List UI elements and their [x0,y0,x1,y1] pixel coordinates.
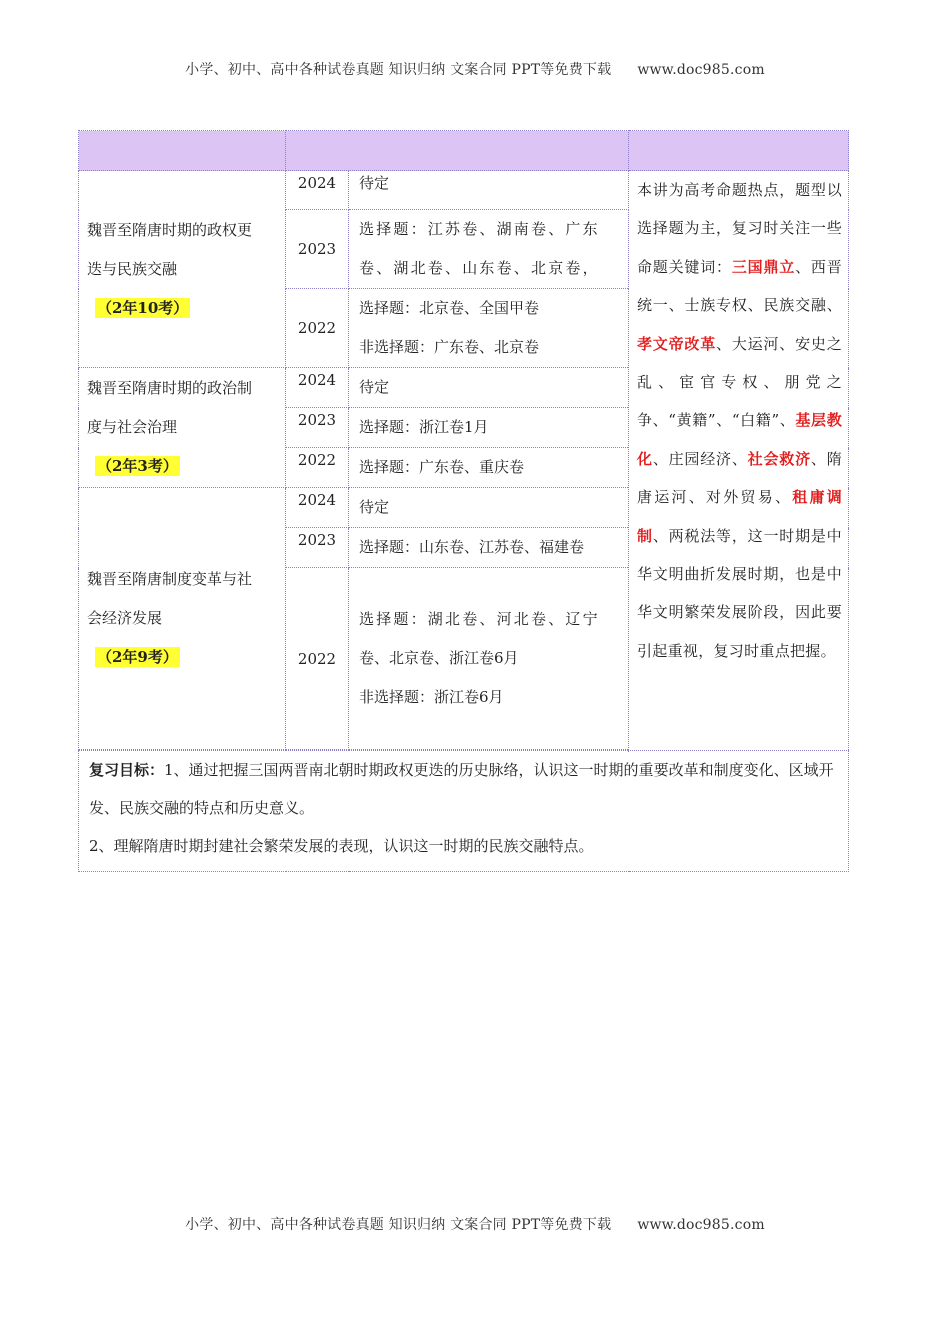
page-header [0,59,950,79]
summary-cell: 本讲为高考命题热点，题型以选择题为主，复习时关注一些命题关键词：三国鼎立、西晋统一、士族专权、民族交融、孝文帝改革、大运河、安史之乱、宦官专权、朋党之争、“黄籍”、“白籍”、基层教化、庄园经济、社会救济、隋唐运河、对外贸易、租庸调制、两税法等，这一时期是中华文明曲折发展时期，也是中华文明繁荣发展阶段，因此要引起重视，复习时重点把握。 [629,171,849,751]
topic-cell [79,368,286,488]
year-cell: 2023 [286,528,349,568]
goal-1: 1、通过把握三国两晋南北朝时期政权更迭的历史脉络，认识这一时期的重要改革和制度变化、区域开发、民族交融的特点和历史意义。 [89,761,834,817]
detail-cell: 选择题：湖北卷、河北卷、辽宁 卷、北京卷、浙江卷6月 非选择题：浙江卷6月 [349,568,629,750]
detail-cell: 选择题：江苏卷、湖南卷、广东 卷、湖北卷、山东卷、北京卷， [349,210,629,289]
year-cell: 2024 [286,171,349,210]
year-cell: 2024 [286,488,349,528]
exam-analysis-table [78,130,849,872]
year-cell: 2022 [286,568,349,750]
page-footer [0,1214,950,1234]
keyword-highlight: 基层教化 [637,411,842,468]
review-goals-cell [79,751,849,872]
detail-cell: 待定 [349,368,629,408]
table-header-row [79,131,849,171]
detail-cell: 待定 [349,488,629,528]
footer-url[interactable]: www.doc985.com [637,1217,765,1233]
detail-cell: 选择题：广东卷、重庆卷 [349,448,629,488]
topic-line: 迭与民族交融 [87,259,178,278]
topic-line: 度与社会治理 [87,418,178,436]
topic-line: 魏晋至隋唐制度变革与社 [87,570,253,588]
keyword-highlight: 租庸调制 [637,488,842,545]
year-cell: 2022 [286,289,349,368]
detail-cell: 选择题：北京卷、全国甲卷 非选择题：广东卷、北京卷 [349,289,629,368]
detail-cell: 选择题：山东卷、江苏卷、福建卷 [349,528,629,568]
header-cell [629,131,849,171]
exam-count-badge: （2年3考） [97,457,178,475]
table-row [79,171,849,210]
exam-count-badge: （2年9考） [97,648,178,666]
topic-line: 魏晋至隋唐时期的政治制 [87,379,253,397]
exam-count-badge: （2年10考） [97,298,189,317]
header-url[interactable]: www.doc985.com [637,62,765,78]
goal-2: 2、理解隋唐时期封建社会繁荣发展的表现，认识这一时期的民族交融特点。 [89,837,594,855]
topic-cell [79,171,286,368]
footer-text: 小学、初中、高中各种试卷真题 知识归纳 文案合同 PPT等免费下载 [185,1217,612,1233]
year-cell: 2024 [286,368,349,408]
header-cell [286,131,629,171]
goals-label: 复习目标： [89,761,165,779]
year-cell: 2022 [286,448,349,488]
keyword-highlight: 孝文帝改革 [637,334,717,353]
topic-line: 魏晋至隋唐时期的政权更 [87,220,253,239]
keyword-highlight: 社会救济 [747,449,811,468]
year-cell: 2023 [286,210,349,289]
detail-cell: 待定 [349,171,629,210]
topic-line: 会经济发展 [87,609,163,627]
keyword-highlight: 三国鼎立 [731,257,796,276]
year-cell: 2023 [286,408,349,448]
detail-cell: 选择题：浙江卷1月 [349,408,629,448]
header-text: 小学、初中、高中各种试卷真题 知识归纳 文案合同 PPT等免费下载 [185,62,612,78]
header-cell [79,131,286,171]
review-goals-row [79,751,849,872]
topic-cell [79,488,286,750]
